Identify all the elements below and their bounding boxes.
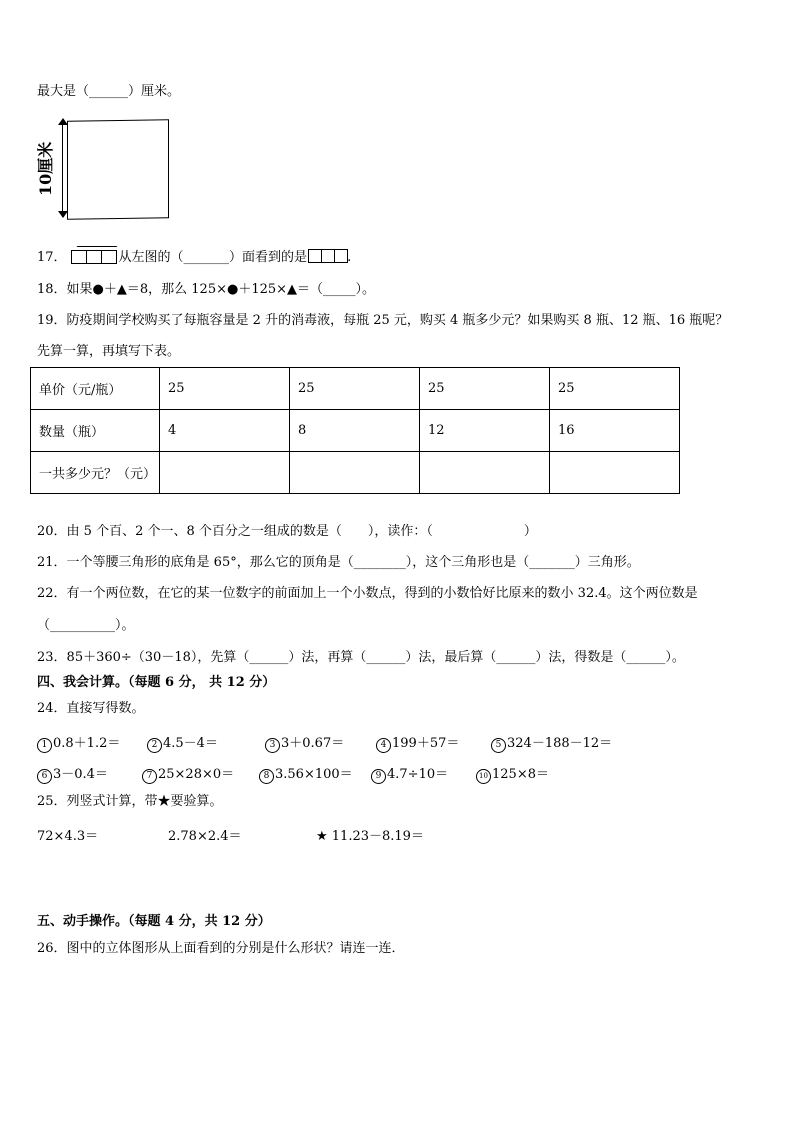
- dimension-line: [62, 122, 63, 217]
- vertical-calc-item: 72×4.3＝: [37, 829, 99, 844]
- question-22-line1: 22．有一个两位数，在它的某一位数字的前面加上一个小数点，得到的小数恰好比原来的数小 32.4。这个两位数是: [37, 586, 698, 601]
- calc-item: [491, 732, 612, 753]
- answer-cell[interactable]: [160, 452, 290, 494]
- calc-expression: 3.56×100＝: [275, 767, 353, 782]
- question-19-line2: 先算一算，再填写下表。: [37, 344, 181, 359]
- question-21: 21．一个等腰三角形的底角是 65°，那么它的顶角是（________），这个三角形也是（_______）三角形。: [37, 555, 640, 570]
- table-cell: 25: [290, 368, 420, 410]
- square-shape: [67, 119, 169, 219]
- calc-expression: 4.7÷10＝: [387, 767, 449, 782]
- calc-item: [37, 732, 120, 753]
- table-cell: 12: [420, 410, 550, 452]
- cubes-icon: [69, 246, 119, 264]
- section-4-heading: 四、我会计算。（每题 6 分， 共 12 分）: [37, 675, 276, 690]
- circled-number: 1: [37, 738, 52, 753]
- question-20: 20．由 5 个百、2 个一、8 个百分之一组成的数是（ ），读作：（ ）: [37, 524, 537, 539]
- dimension-label: 10厘米: [36, 141, 55, 196]
- question-24-title: 24．直接写得数。: [37, 701, 145, 716]
- section-5-heading: 五、动手操作。（每题 4 分，共 12 分）: [37, 914, 271, 929]
- question-17: [37, 246, 351, 268]
- calc-expression: 324－188－12＝: [507, 736, 613, 751]
- circled-number: 4: [376, 738, 391, 753]
- calc-expression: 3＋0.67＝: [281, 736, 345, 751]
- question-22-line2: （__________）。: [37, 618, 135, 633]
- table-cell: 25: [550, 368, 680, 410]
- table-cell: 数量（瓶）: [31, 410, 160, 452]
- table-row: [31, 452, 680, 494]
- q17-text: 从左图的（_______）面看到的是: [118, 250, 308, 265]
- calc-expression: 199＋57＝: [392, 736, 460, 751]
- answer-cell[interactable]: [550, 452, 680, 494]
- circled-number: 2: [147, 738, 162, 753]
- calc-item: [476, 763, 549, 784]
- arrow-down-icon: [58, 211, 68, 218]
- table-cell: 单价（元/瓶）: [31, 368, 160, 410]
- question-25-title: 25．列竖式计算，带★要验算。: [37, 794, 223, 809]
- table-cell: 16: [550, 410, 680, 452]
- vertical-calc-item: 2.78×2.4＝: [168, 829, 242, 844]
- question-26: 26．图中的立体图形从上面看到的分别是什么形状？请连一连．: [37, 941, 405, 956]
- calc-item: [259, 763, 353, 784]
- calc-item: [37, 763, 108, 784]
- calc-item: [142, 763, 234, 784]
- table-row: [31, 410, 680, 452]
- q17-number: 17．: [37, 250, 67, 265]
- circled-number: 3: [265, 738, 280, 753]
- calc-expression: 125×8＝: [492, 767, 549, 782]
- calc-expression: 4.5－4＝: [163, 736, 218, 751]
- circled-number: 10: [476, 769, 491, 784]
- q17-end: .: [347, 250, 352, 265]
- question-23: 23．85＋360÷（30－18），先算（______）法，再算（______）法，最后算（______）法，得数是（______）。: [37, 650, 685, 665]
- answer-cell[interactable]: [290, 452, 420, 494]
- circled-number: 8: [259, 769, 274, 784]
- question-19-line1: 19．防疫期间学校购买了每瓶容量是 2 升的消毒液，每瓶 25 元，购买 4 瓶多少元？如果购买 8 瓶、12 瓶、16 瓶呢？: [37, 313, 729, 328]
- circled-number: 7: [142, 769, 157, 784]
- calc-item: [371, 763, 448, 784]
- price-table: [30, 367, 680, 494]
- calc-expression: 3－0.4＝: [53, 767, 108, 782]
- answer-cell[interactable]: [420, 452, 550, 494]
- calc-item: [376, 732, 459, 753]
- circled-number: 5: [491, 738, 506, 753]
- calc-item: [147, 732, 218, 753]
- table-cell: 一共多少元？（元）: [31, 452, 160, 494]
- three-squares-icon: [308, 249, 347, 268]
- question-18: 18．如果●＋▲＝8，那么 125×●＋125×▲＝（_____）。: [37, 282, 376, 297]
- arrow-up-icon: [58, 118, 68, 125]
- calc-expression: 25×28×0＝: [158, 767, 235, 782]
- calc-expression: 0.8＋1.2＝: [53, 736, 121, 751]
- circled-number: 6: [37, 769, 52, 784]
- table-cell: 25: [160, 368, 290, 410]
- table-cell: 4: [160, 410, 290, 452]
- calc-item: [265, 732, 344, 753]
- q16-tail: 最大是（______）厘米。: [37, 84, 181, 99]
- table-cell: 8: [290, 410, 420, 452]
- circled-number: 9: [371, 769, 386, 784]
- table-cell: 25: [420, 368, 550, 410]
- vertical-calc-item: ★ 11.23－8.19＝: [316, 829, 424, 844]
- table-row: [31, 368, 680, 410]
